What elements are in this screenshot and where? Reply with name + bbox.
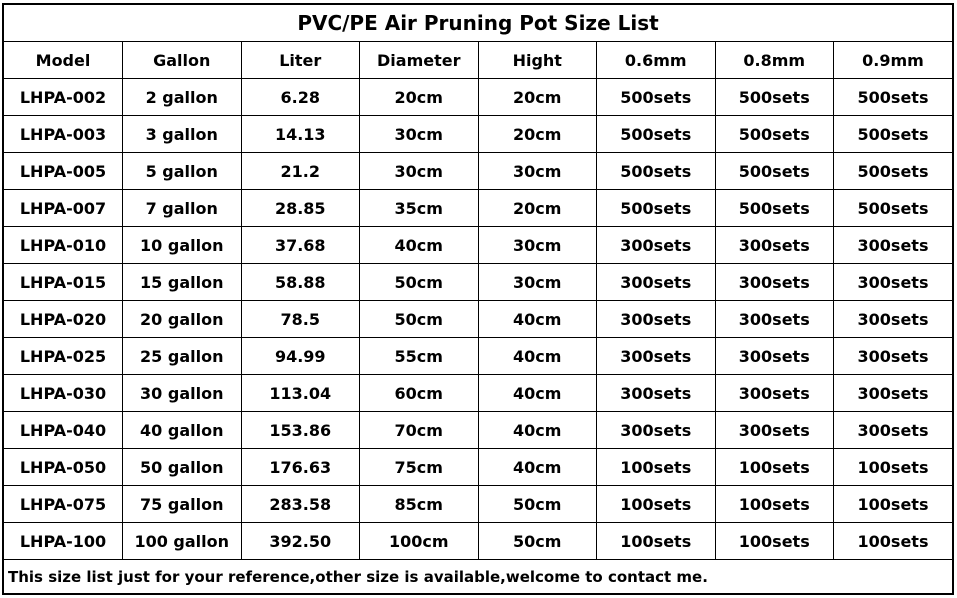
table-cell: LHPA-030 [4,375,123,412]
table-cell: 392.50 [241,523,360,560]
table-row [4,227,952,264]
table-cell: LHPA-015 [4,264,123,301]
table-cell: 500sets [834,190,953,227]
table-cell: LHPA-025 [4,338,123,375]
table-row [4,264,952,301]
table-cell: 153.86 [241,412,360,449]
table-cell: 40cm [478,375,597,412]
table-cell: 10 gallon [123,227,242,264]
table-cell: 283.58 [241,486,360,523]
table-row [4,79,952,116]
table-cell: 500sets [715,190,834,227]
table-cell: 300sets [715,301,834,338]
table-cell: 100sets [715,523,834,560]
table-cell: 50cm [478,486,597,523]
table-cell: 100sets [834,523,953,560]
header-row [4,42,952,79]
table-cell: 70cm [360,412,479,449]
table-cell: 7 gallon [123,190,242,227]
table-cell: 30cm [360,116,479,153]
table-cell: 40cm [478,301,597,338]
size-list-sheet [2,3,954,595]
table-row [4,153,952,190]
table-cell: 500sets [834,153,953,190]
table-cell: LHPA-075 [4,486,123,523]
table-cell: LHPA-020 [4,301,123,338]
table-cell: 300sets [834,375,953,412]
table-cell: 300sets [834,264,953,301]
table-row [4,375,952,412]
table-cell: 100sets [715,449,834,486]
size-table [4,42,952,560]
table-cell: 40cm [478,338,597,375]
table-cell: 300sets [834,412,953,449]
table-cell: 500sets [597,190,716,227]
table-cell: LHPA-040 [4,412,123,449]
table-cell: 3 gallon [123,116,242,153]
table-cell: 300sets [715,375,834,412]
table-cell: 6.28 [241,79,360,116]
table-cell: 500sets [834,79,953,116]
table-row [4,301,952,338]
table-cell: 94.99 [241,338,360,375]
table-cell: 85cm [360,486,479,523]
table-cell: 50cm [478,523,597,560]
table-cell: 60cm [360,375,479,412]
table-row [4,449,952,486]
table-cell: LHPA-050 [4,449,123,486]
column-header: 0.9mm [834,42,953,79]
table-row [4,523,952,560]
table-cell: LHPA-002 [4,79,123,116]
column-header: Liter [241,42,360,79]
table-cell: 500sets [715,116,834,153]
table-cell: 300sets [597,264,716,301]
table-cell: LHPA-100 [4,523,123,560]
table-cell: 300sets [715,264,834,301]
table-cell: 300sets [597,301,716,338]
table-cell: 50cm [360,301,479,338]
table-cell: 113.04 [241,375,360,412]
table-cell: 300sets [715,338,834,375]
table-cell: 300sets [834,227,953,264]
table-cell: 75 gallon [123,486,242,523]
table-cell: 2 gallon [123,79,242,116]
table-cell: 21.2 [241,153,360,190]
table-cell: 500sets [597,116,716,153]
column-header: Gallon [123,42,242,79]
column-header: 0.6mm [597,42,716,79]
table-cell: 100sets [834,486,953,523]
table-cell: 30cm [360,153,479,190]
footer-note: This size list just for your reference,other size is available,welcome to contact me. [4,559,952,593]
table-cell: 55cm [360,338,479,375]
table-cell: 75cm [360,449,479,486]
table-body [4,42,952,560]
table-cell: LHPA-007 [4,190,123,227]
table-cell: 5 gallon [123,153,242,190]
table-cell: 300sets [597,375,716,412]
table-cell: 20cm [478,116,597,153]
table-cell: 100 gallon [123,523,242,560]
table-cell: 100sets [597,523,716,560]
table-cell: 30cm [478,153,597,190]
table-cell: 58.88 [241,264,360,301]
table-cell: 500sets [597,153,716,190]
table-cell: 500sets [715,79,834,116]
table-cell: 40cm [478,412,597,449]
table-cell: LHPA-003 [4,116,123,153]
table-cell: 37.68 [241,227,360,264]
table-cell: 30 gallon [123,375,242,412]
column-header: Hight [478,42,597,79]
column-header: 0.8mm [715,42,834,79]
table-cell: 300sets [597,412,716,449]
table-cell: 100sets [597,486,716,523]
table-row [4,190,952,227]
table-cell: 50cm [360,264,479,301]
table-cell: 300sets [715,227,834,264]
table-cell: 100sets [715,486,834,523]
table-cell: 20cm [478,190,597,227]
table-cell: 40 gallon [123,412,242,449]
table-cell: 300sets [834,301,953,338]
table-cell: 25 gallon [123,338,242,375]
column-header: Model [4,42,123,79]
table-cell: 35cm [360,190,479,227]
table-cell: 500sets [834,116,953,153]
table-cell: 100sets [834,449,953,486]
table-cell: LHPA-005 [4,153,123,190]
table-cell: 500sets [715,153,834,190]
table-cell: 28.85 [241,190,360,227]
table-cell: 300sets [715,412,834,449]
table-cell: 30cm [478,227,597,264]
table-cell: 20cm [360,79,479,116]
table-cell: 40cm [478,449,597,486]
table-row [4,116,952,153]
table-cell: 300sets [597,227,716,264]
table-cell: 300sets [834,338,953,375]
table-cell: 30cm [478,264,597,301]
table-cell: 50 gallon [123,449,242,486]
table-cell: 500sets [597,79,716,116]
page-title: PVC/PE Air Pruning Pot Size List [4,5,952,42]
column-header: Diameter [360,42,479,79]
table-cell: 40cm [360,227,479,264]
table-cell: 20 gallon [123,301,242,338]
table-cell: 20cm [478,79,597,116]
table-cell: 176.63 [241,449,360,486]
table-row [4,338,952,375]
table-cell: 100sets [597,449,716,486]
table-row [4,486,952,523]
table-cell: 15 gallon [123,264,242,301]
table-cell: LHPA-010 [4,227,123,264]
table-cell: 100cm [360,523,479,560]
table-cell: 78.5 [241,301,360,338]
table-cell: 300sets [597,338,716,375]
table-cell: 14.13 [241,116,360,153]
table-row [4,412,952,449]
